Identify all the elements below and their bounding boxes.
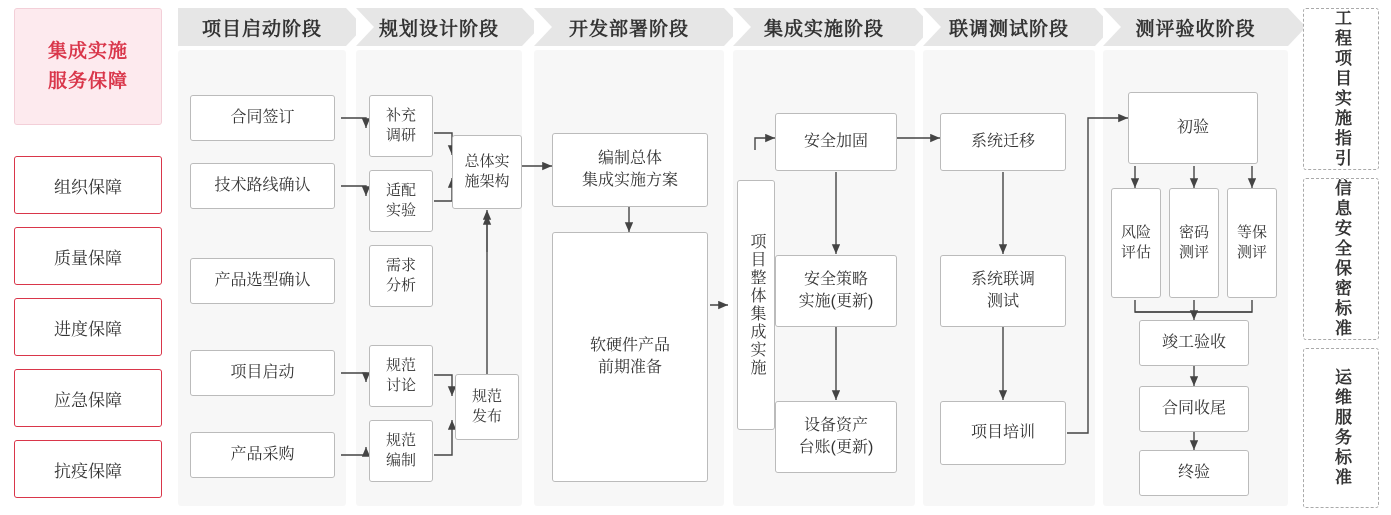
box-overall-arch-line1: 总体实 (464, 153, 510, 170)
box-hw-sw-prep-line1: 软硬件产品 (589, 337, 670, 354)
phase-header-integration-label: 集成实施阶段 (763, 18, 884, 40)
standard-operations-label: 运维服务标准 (1332, 368, 1351, 488)
box-hardware-software-preparation[interactable] (552, 232, 708, 482)
box-project-kickoff[interactable]: 项目启动 (190, 350, 335, 396)
phase-header-develop (534, 8, 724, 46)
guarantee-item-emergency[interactable]: 应急保障 (14, 369, 162, 427)
phase-header-develop-label: 开发部署阶段 (568, 18, 689, 40)
box-adaptation-experiment-line2: 实验 (385, 202, 416, 219)
box-standard-drafting-line1: 规范 (385, 432, 416, 449)
phase-header-joint-test (923, 8, 1095, 46)
box-supplementary-research-line2: 调研 (385, 127, 416, 144)
box-mlps-eval-line1: 等保 (1236, 224, 1267, 241)
box-standard-release[interactable] (455, 374, 519, 440)
service-guarantee-column (14, 8, 160, 506)
box-project-training[interactable]: 项目培训 (940, 401, 1066, 465)
phase-header-startup-label: 项目启动阶段 (201, 18, 322, 40)
box-supplementary-research-line1: 补充 (385, 107, 416, 124)
box-contract-closeout[interactable]: 合同收尾 (1139, 386, 1249, 432)
guarantee-item-schedule[interactable]: 进度保障 (14, 298, 162, 356)
box-adaptation-experiment[interactable] (369, 170, 433, 232)
box-equipment-asset-ledger[interactable] (775, 401, 897, 473)
guarantee-item-quality[interactable]: 质量保障 (14, 227, 162, 285)
chevron-notch-icon (923, 8, 941, 46)
box-system-migration[interactable]: 系统迁移 (940, 113, 1066, 171)
box-supplementary-research[interactable] (369, 95, 433, 157)
standard-information-security[interactable] (1303, 178, 1379, 340)
phase-header-acceptance-label: 测评验收阶段 (1135, 18, 1256, 40)
box-joint-test-line2: 测试 (986, 293, 1019, 310)
phase-header-acceptance (1103, 8, 1288, 46)
box-standard-release-line2: 发布 (471, 408, 502, 425)
box-completion-acceptance[interactable]: 竣工验收 (1139, 320, 1249, 366)
box-security-hardening[interactable]: 安全加固 (775, 113, 897, 171)
box-crypto-eval-line1: 密码 (1178, 224, 1209, 241)
box-overall-integration-plan[interactable] (552, 133, 708, 207)
box-standard-discussion-line2: 讨论 (385, 377, 416, 394)
box-risk-assessment[interactable] (1111, 188, 1161, 298)
phase-header-integration (733, 8, 915, 46)
box-mlps-eval-line2: 测评 (1236, 244, 1267, 261)
box-overall-arch-line2: 施架构 (464, 173, 510, 190)
box-preliminary-acceptance[interactable]: 初验 (1128, 92, 1258, 164)
box-crypto-eval-line2: 测评 (1178, 244, 1209, 261)
box-tech-route-confirm[interactable]: 技术路线确认 (190, 163, 335, 209)
box-hw-sw-prep-line2: 前期准备 (597, 359, 662, 376)
box-standard-release-line1: 规范 (471, 388, 502, 405)
box-product-selection-confirm[interactable]: 产品选型确认 (190, 258, 335, 304)
phase-header-startup (178, 8, 346, 46)
box-security-policy-line2: 实施(更新) (798, 293, 874, 310)
phase-header-planning-label: 规划设计阶段 (378, 18, 499, 40)
box-asset-ledger-line2: 台账(更新) (798, 439, 874, 456)
box-standard-discussion[interactable] (369, 345, 433, 407)
box-contract-signing[interactable]: 合同签订 (190, 95, 335, 141)
chevron-notch-icon (356, 8, 374, 46)
box-risk-assessment-line1: 风险 (1120, 224, 1151, 241)
box-requirement-analysis-line1: 需求 (385, 257, 416, 274)
box-standard-discussion-line1: 规范 (385, 357, 416, 374)
box-overall-implementation-architecture[interactable] (452, 135, 522, 209)
box-risk-assessment-line2: 评估 (1120, 244, 1151, 261)
chevron-notch-icon (1103, 8, 1121, 46)
chevron-notch-icon (534, 8, 552, 46)
box-security-policy-line1: 安全策略 (803, 271, 868, 288)
box-asset-ledger-line1: 设备资产 (803, 417, 868, 434)
standard-engineering-label: 工程项目实施指引 (1332, 9, 1351, 169)
box-overall-plan-line1: 编制总体 (597, 150, 662, 167)
diagram-title (14, 8, 162, 125)
phase-header-joint-test-label: 联调测试阶段 (948, 18, 1069, 40)
phase-header-planning (356, 8, 522, 46)
diagram-title-line1: 集成实施 (47, 40, 128, 62)
guarantee-item-organization[interactable]: 组织保障 (14, 156, 162, 214)
box-requirement-analysis[interactable] (369, 245, 433, 307)
box-adaptation-experiment-line1: 适配 (385, 182, 416, 199)
guarantee-item-epidemic[interactable]: 抗疫保障 (14, 440, 162, 498)
standard-engineering-project-guideline[interactable] (1303, 8, 1379, 170)
standard-security-label: 信息安全保密标准 (1332, 179, 1351, 339)
box-system-joint-debug-test[interactable] (940, 255, 1066, 327)
box-mlps-evaluation[interactable] (1227, 188, 1277, 298)
diagram-title-line2: 服务保障 (47, 70, 128, 92)
box-final-acceptance[interactable]: 终验 (1139, 450, 1249, 496)
chevron-notch-icon (733, 8, 751, 46)
box-joint-test-line1: 系统联调 (970, 271, 1035, 288)
box-standard-drafting-line2: 编制 (385, 452, 416, 469)
box-overall-project-integration[interactable]: 项目整体集成实施 (737, 180, 775, 430)
box-requirement-analysis-line2: 分析 (385, 277, 416, 294)
box-cryptography-evaluation[interactable] (1169, 188, 1219, 298)
box-security-policy-implementation[interactable] (775, 255, 897, 327)
box-standard-drafting[interactable] (369, 420, 433, 482)
standard-operations-service[interactable] (1303, 348, 1379, 508)
box-product-procurement[interactable]: 产品采购 (190, 432, 335, 478)
box-overall-plan-line2: 集成实施方案 (581, 172, 678, 189)
